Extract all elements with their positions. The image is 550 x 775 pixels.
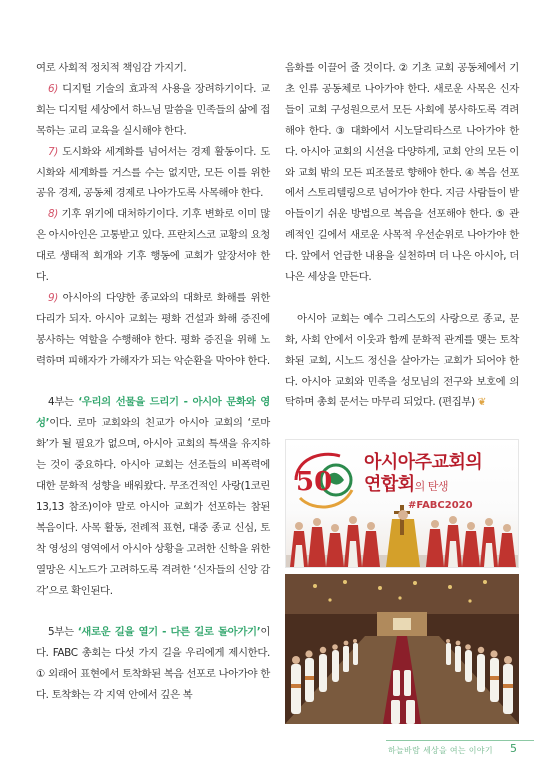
item-number-8: 8): [48, 208, 58, 221]
poster-title-suffix: 의 탄생: [414, 480, 449, 493]
paragraph-7: [36, 142, 270, 205]
right-paragraph-2: [285, 309, 519, 414]
paragraph-8: [36, 204, 270, 288]
part5-prefix: 5부는: [48, 626, 78, 639]
part4-text: 이다. 로마 교회와의 친교가 아시아 교회의 ‘로마화’가 될 필요가 없으며, 아시아 교회의 특색을 유지하는 것이 중요하다. 아시아 교회는 선조들의 비폭력에 대한 문화적 성향을 배워왔다. 무조건적인 사랑(1코린 13,13 참조)이야 말로 아시아 교회가 선포하는 참된 복음이다. 사목 활동, 전례적 표현, 대중 종교 신심, 토착 영성의 영역에서 아시아 상황을 고려한 신학을 위한 열망은 시노드가 고려하도록 격려한 ‘신자들의 신앙 감각’으로 확인된다.: [36, 417, 270, 597]
poster-title-line2: 연합회: [364, 474, 415, 495]
item-number-6: 6): [48, 82, 58, 95]
poster-hashtag: #FABC2020: [408, 500, 473, 511]
spacer: [36, 372, 270, 393]
paragraph-7-text: 도시화와 세계화를 넘어서는 경제 활동이다. 도시화와 세계화를 거스를 수는 없지만, 모든 이를 위한 공유 경제, 공동체 경제로 나아가도록 사목해야 한다.: [36, 145, 270, 200]
left-line-intro: 여로 사회적 정치적 책임감 가지기.: [36, 62, 187, 74]
item-number-7: 7): [48, 145, 58, 158]
paragraph-9-text: 아시아의 다양한 종교와의 대화로 화해를 위한 다리가 되자. 아시아 교회는 평화 건설과 화해 증진에 봉사하는 역할을 수행해야 한다. 평화 증진을 위해 노력하며 피해자가 가해자가 되는 악순환을 막아야 한다.: [36, 291, 270, 367]
part4-prefix: 4부는: [48, 396, 79, 409]
paragraph-6-text: 디지털 기술의 효과적 사용을 장려하기이다. 교회는 디지털 세상에서 하느님 말씀을 민족들의 삶에 접목하는 교리 교육을 실시해야 한다.: [36, 82, 270, 137]
assembly-hall-photo: [285, 574, 519, 724]
fabc-poster-image: [285, 439, 519, 568]
left-column: [36, 58, 270, 706]
end-leaf-icon: ❦: [477, 396, 487, 409]
paragraph-9: [36, 288, 270, 372]
footer-divider: [386, 740, 534, 741]
paragraph-part4: [36, 392, 270, 601]
bishops-procession-illustration: [286, 497, 519, 567]
spacer: [36, 602, 270, 623]
part4-highlight: ‘우리의 선물을 드리기 - 아시아 문화와 영성’: [36, 396, 270, 430]
page-number: 5: [510, 742, 517, 755]
paragraph-6: [36, 79, 270, 142]
part5-highlight: ‘새로운 길을 열기 - 다른 길로 돌아가기’: [77, 626, 261, 639]
poster-title-line1: 아시아주교회의: [364, 452, 483, 473]
poster-title: [364, 452, 482, 498]
item-number-9: 9): [48, 291, 58, 304]
paragraph-8-text: 기후 위기에 대처하기이다. 기후 변화로 이미 많은 아시아인은 고통받고 있다. 프란치스코 교황의 요청대로 생태적 회개와 기후 행동에 교회가 앞장서야 한다.: [36, 208, 270, 284]
footer-title: 하늘바람 세상을 여는 이야기: [388, 746, 493, 755]
part5-text: 이다. FABC 총회는 다섯 가지 길을 우리에게 제시한다. ① 외래어 표현에서 토착화된 복음 선포로 나아가야 한다. 토착화는 각 지역 안에서 깊은 복: [36, 626, 270, 702]
right-paragraph-1: 음화를 이끌어 줄 것이다. ② 기초 교회 공동체에서 기초 인류 공동체로 나아가야 한다. 새로운 사목은 신자들이 교회 구성원으로서 모든 사회에 봉사하도록 격려해야 한다. ③ 대화에서 시노달리타스로 나아가야 한다. 아시아 교회의 시선을 다양하게, 교회 안의 모든 이와 교회 밖의 모든 피조물로 향해야 한다. ④ 복음 선포에서 스토리텔링으로 넘어가야 한다. 지금 사람들이 받아들이기 쉬운 방법으로 복음을 선포해야 한다. ⑤ 관례적인 길에서 새로운 사목적 우선순위로 나아가야 한다. 앞에서 언급한 내용을 실천하며 더 나은 아시아, 더 나은 세상을 만든다.: [285, 62, 519, 284]
right-column: [285, 58, 519, 413]
logo-number: 50: [296, 467, 333, 497]
spacer: [285, 288, 519, 309]
assembly-hall-illustration: [285, 574, 519, 724]
right-paragraph-2-text: 아시아 교회는 예수 그리스도의 사랑으로 종교, 문화, 사회 안에서 이웃과 함께 문화적 관계를 맺는 토착화된 교회, 시노드 정신을 살아가는 교회가 되어야 한다. 아시아 교회와 민족을 성모님의 전구와 보호에 의탁하며 총회 문서는 마무리 되었다. (편집부): [285, 312, 519, 409]
paragraph-part5: [36, 622, 270, 706]
